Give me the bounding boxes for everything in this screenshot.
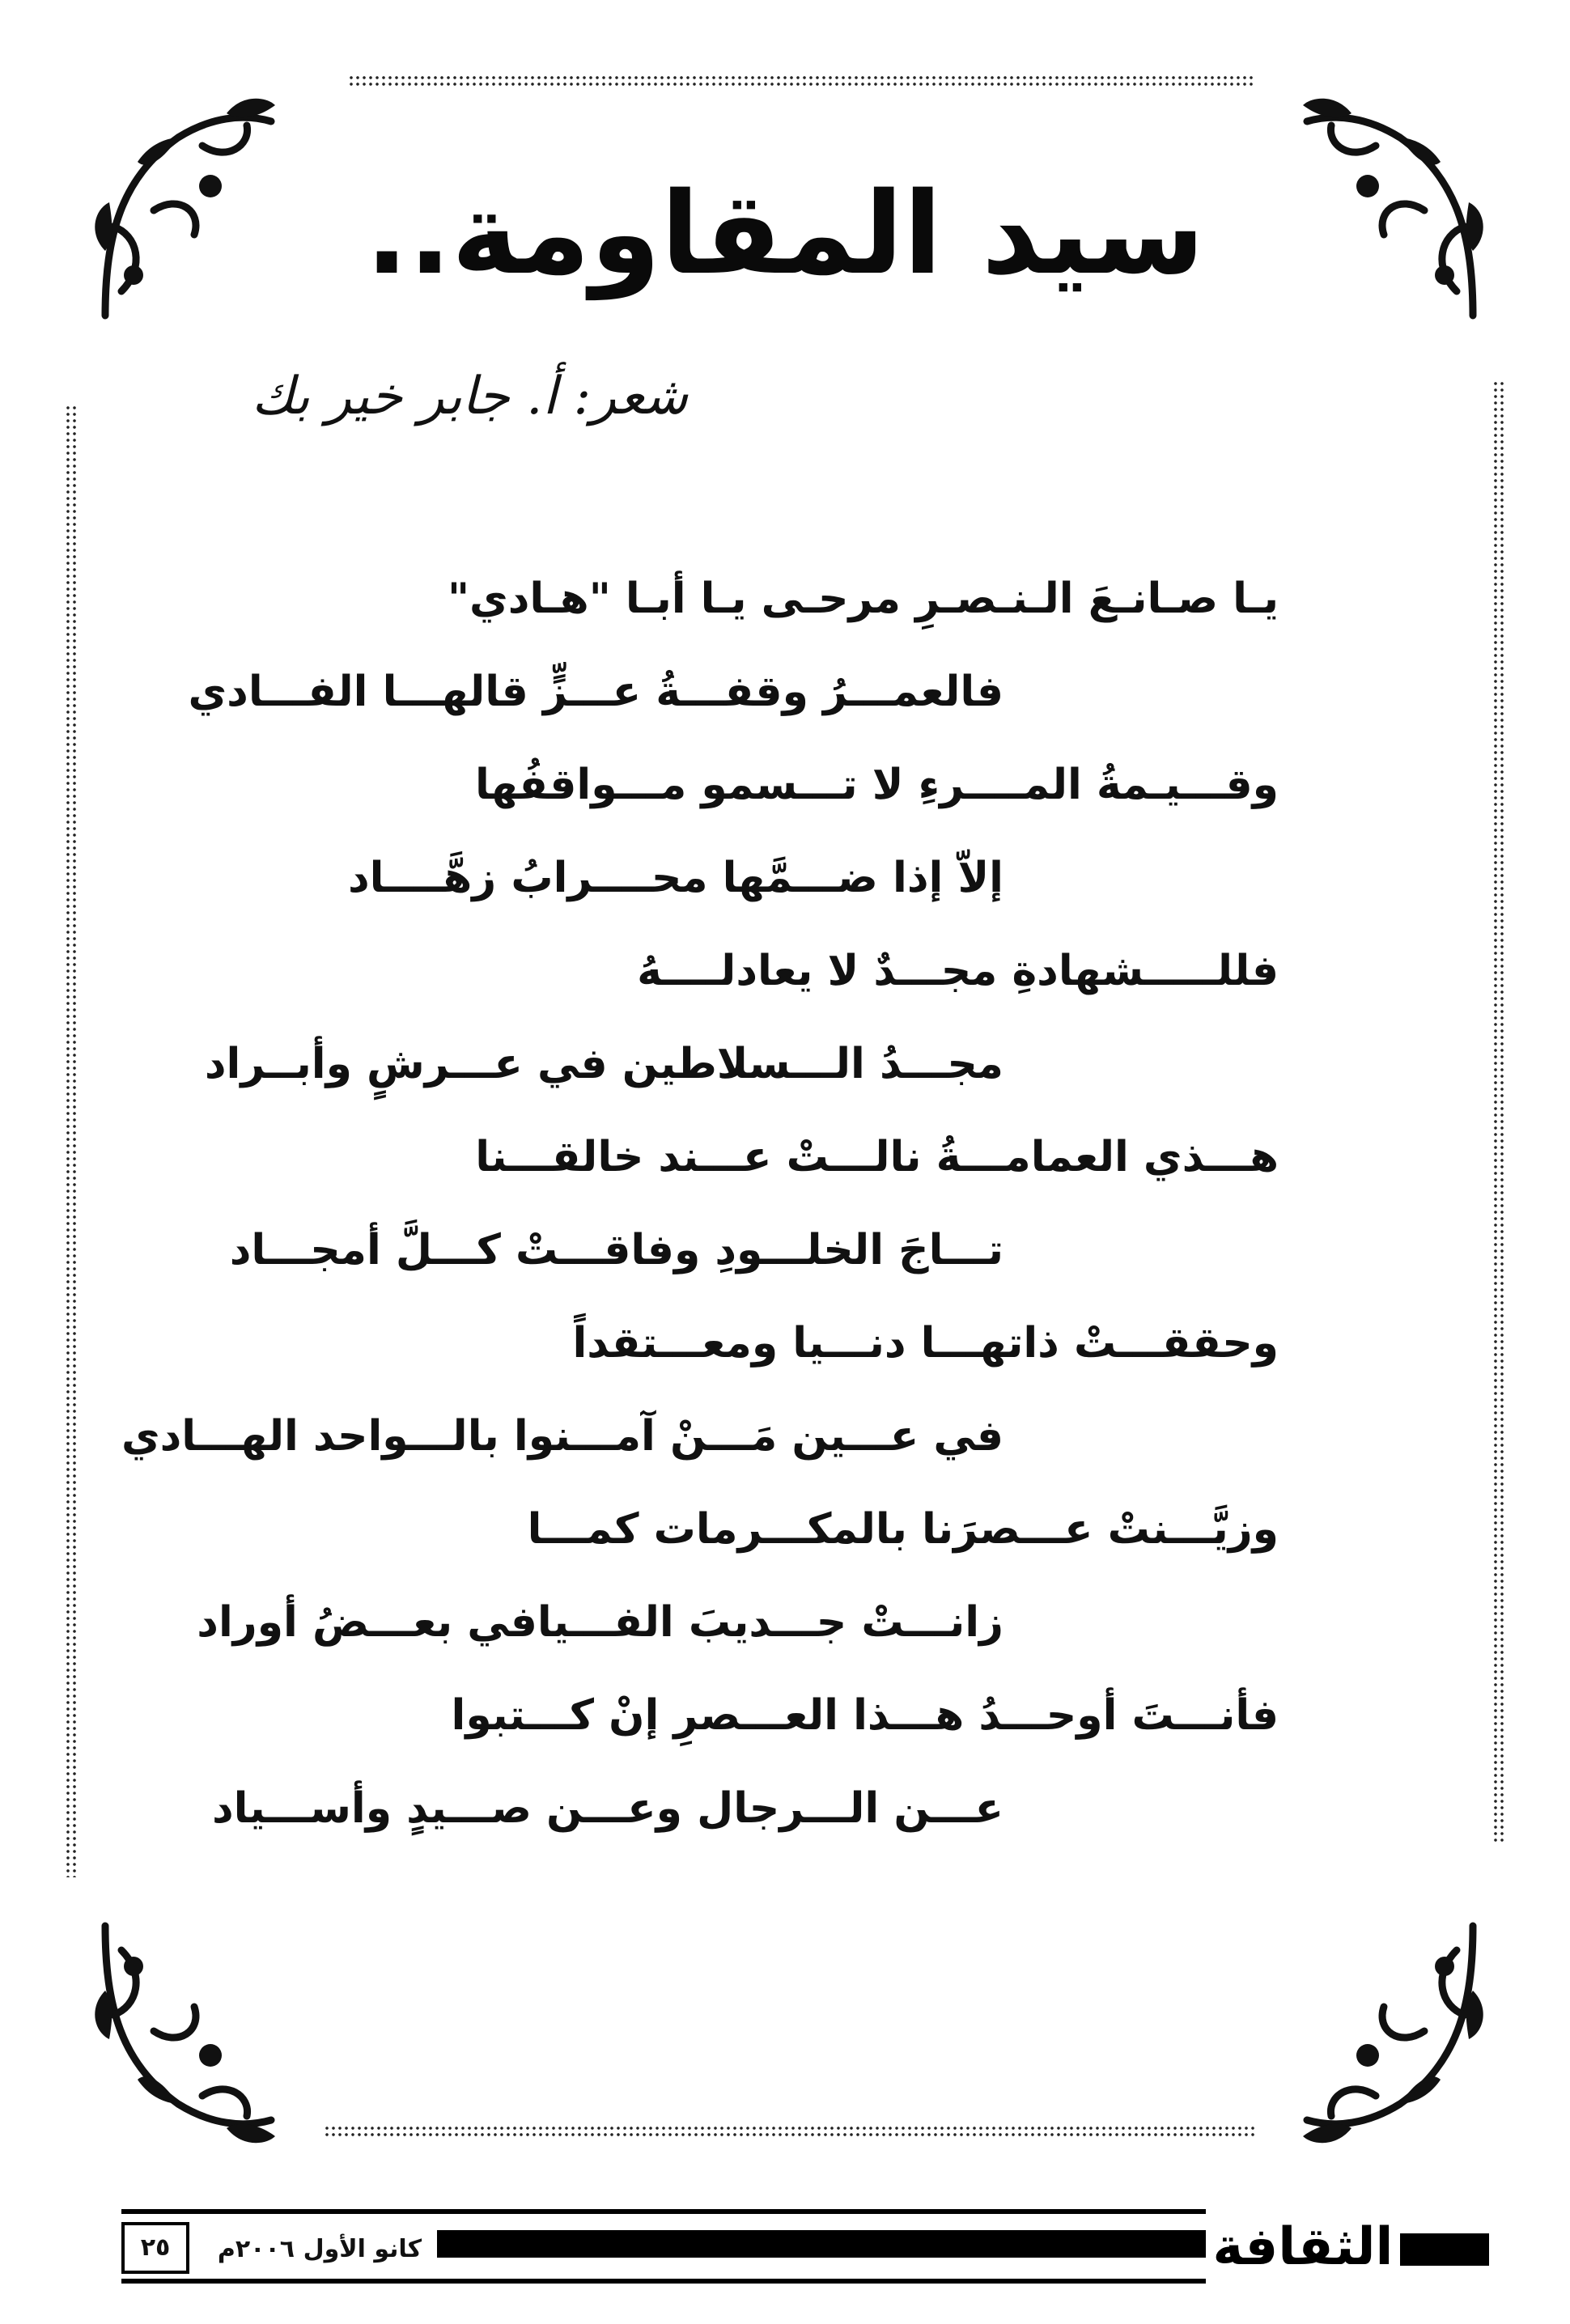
footer-rule-top xyxy=(121,2209,1206,2214)
magazine-logo: الثقافة xyxy=(1212,2217,1394,2277)
page-number: ٢٥ xyxy=(121,2222,189,2274)
poem-verse: وزيَّـــنتْ عـــصرَنا بالمكـــرمات كمـــا xyxy=(527,1505,1279,1554)
poem-verse: إلاّ إذا ضـــمَّها محــــرابُ زهَّــــاد xyxy=(347,854,1004,902)
issue-date: كانو الأول ٢٠٠٦م xyxy=(217,2235,422,2263)
poem-verse: فللـــــشهادةِ مجـــدٌ لا يعادلــــهُ xyxy=(637,947,1279,995)
poem-verse: هـــذي العمامـــةُ نالـــتْ عـــند خالقـــنا xyxy=(475,1133,1279,1181)
poem-verse: وقـــيـمةُ المــــرءِ لا تـــسمو مـــواقفُها xyxy=(475,761,1279,809)
footer-rule-bottom xyxy=(121,2279,1206,2284)
poem-verse: زانـــتْ جـــديبَ الفـــيافي بعـــضُ أوراد xyxy=(197,1598,1004,1647)
poem-verse: فالعمـــرُ وقفـــةُ عـــزٍّ قالهـــا الفـــادي xyxy=(188,668,1004,716)
poem-verse: في عـــين مَـــنْ آمـــنوا بالـــواحد الهـــادي xyxy=(121,1412,1004,1461)
poem-verse: فأنـــتَ أوحـــدُ هـــذا العـــصرِ إنْ كـــتبوا xyxy=(451,1691,1279,1740)
poem-verse: يـا صـانـعَ الـنـصـرِ مرحـى يـا أبـا "هـادي" xyxy=(447,575,1279,623)
poem-verse: وحققـــتْ ذاتهـــا دنـــيا ومعـــتقداً xyxy=(572,1319,1279,1368)
page-title: سيد المقاومة.. xyxy=(365,168,1205,300)
footer-rule-mid xyxy=(437,2230,1206,2258)
author-credit: شعر: أ. جابر خير بك xyxy=(252,367,688,426)
footer-rule-logo xyxy=(1400,2233,1489,2266)
poem-verse: مجـــدُ الـــسلاطين في عـــرشٍ وأبــراد xyxy=(204,1040,1004,1088)
poem-verse: تـــاجَ الخلـــودِ وفاقـــتْ كـــلَّ أمجـــاد xyxy=(229,1226,1004,1274)
poem-verse: عـــن الـــرجال وعـــن صـــيدٍ وأســـياد xyxy=(211,1784,1004,1833)
